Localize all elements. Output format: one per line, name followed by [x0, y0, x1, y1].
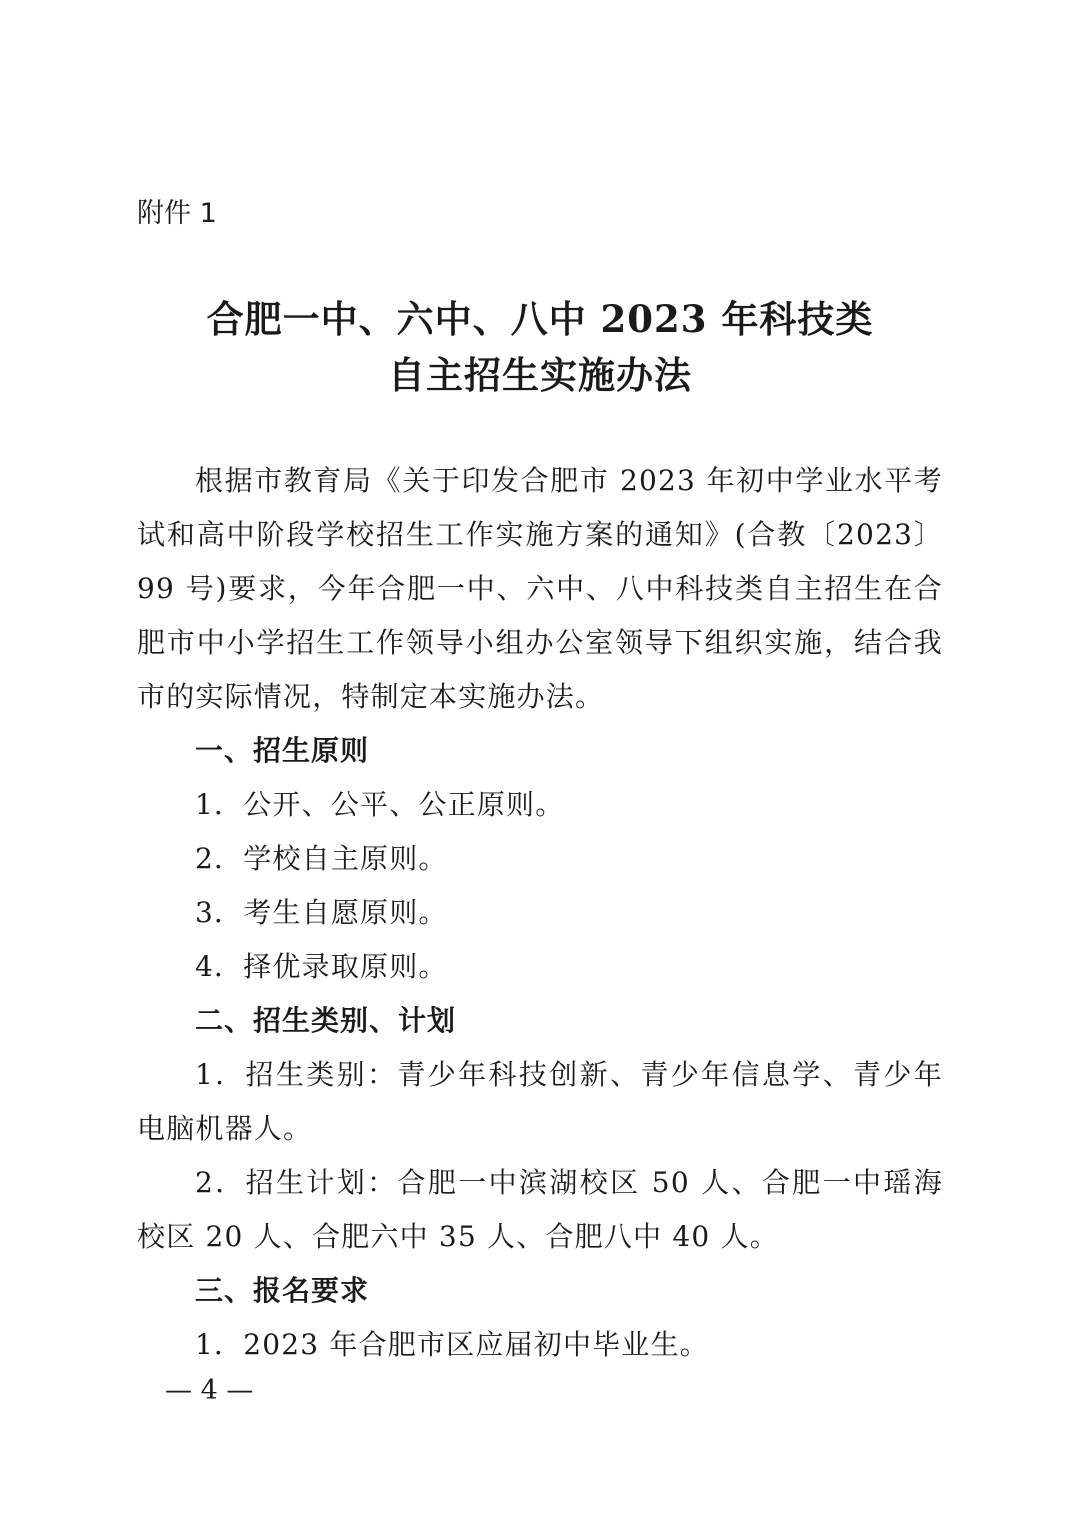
section-heading-categories-plan: 二、招生类别、计划 — [195, 1004, 457, 1037]
principle-item: 2．学校自主原则。 — [195, 842, 448, 875]
document-body — [137, 454, 943, 1372]
intro-paragraph: 根据市教育局《关于印发合肥市 2023 年初中学业水平考试和高中阶段学校招生工作实施方案的通知》(合教〔2023〕99 号)要求，今年合肥一中、六中、八中科技类自主招生在合肥市中小学招生工作领导小组办公室领导下组织实施，结合我市的实际情况，特制定本实施办法。 — [137, 464, 943, 713]
attachment-label: 附件 1 — [137, 198, 217, 229]
registration-item: 1．2023 年合肥市区应届初中毕业生。 — [195, 1328, 709, 1361]
principle-item: 4．择优录取原则。 — [195, 950, 448, 983]
plan-item: 2．招生计划：合肥一中滨湖校区 50 人、合肥一中瑶海校区 20 人、合肥六中 35 人、合肥八中 40 人。 — [137, 1166, 943, 1253]
principle-item: 3．考生自愿原则。 — [195, 896, 448, 929]
document-title-line-2: 自主招生实施办法 — [388, 353, 692, 397]
section-heading-registration: 三、报名要求 — [195, 1274, 370, 1307]
principle-item: 1．公开、公平、公正原则。 — [195, 788, 565, 821]
section-heading-principles: 一、招生原则 — [195, 734, 370, 767]
category-item: 1．招生类别：青少年科技创新、青少年信息学、青少年电脑机器人。 — [137, 1058, 943, 1145]
document-title-line-1: 合肥一中、六中、八中 2023 年科技类 — [206, 297, 874, 341]
page-number: — 4 — — [165, 1375, 254, 1406]
